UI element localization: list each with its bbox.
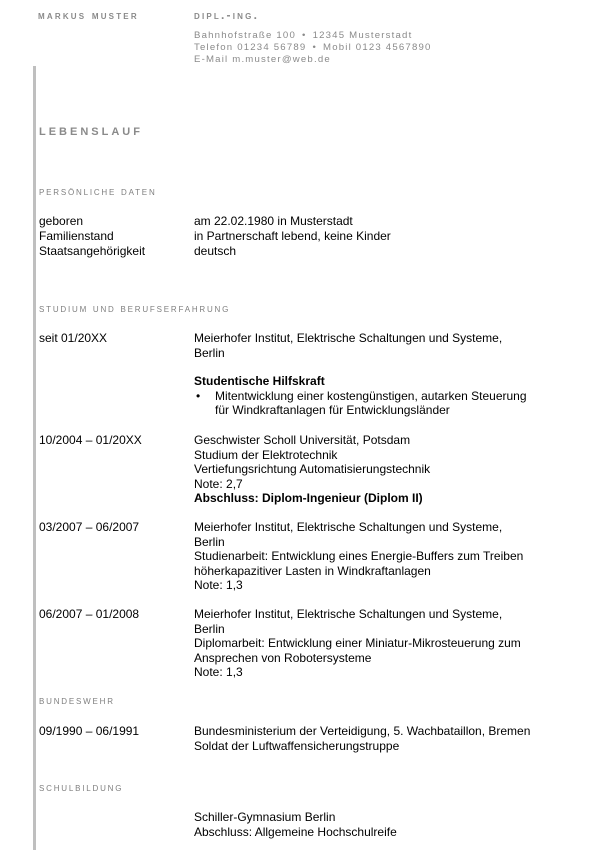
entry-line: Meierhofer Institut, Elektrische Schaltungen und Systeme, [194,607,503,621]
label-born: geboren [39,214,84,228]
entry-line: Meierhofer Institut, Elektrische Schaltungen und Systeme, [194,520,503,534]
email: E-Mail m.muster@web.de [194,54,331,65]
entry-line: Bundesministerium der Verteidigung, 5. Wachbataillon, Bremen [194,724,531,738]
entry-line: Soldat der Luftwaffensicherungstruppe [194,738,400,753]
section-heading-schulbildung: schulbildung [39,782,124,794]
section-heading-studium: studium und berufserfahrung [39,303,231,315]
city: 12345 Musterstadt [312,30,413,41]
label-nationality: Staatsangehörigkeit [39,244,146,258]
label-marital-status: Familienstand [39,229,114,243]
phone-line [194,42,432,54]
value-marital-status: in Partnerschaft lebend, keine Kinder [194,229,391,243]
bullet-dot: • [196,388,201,403]
entry-role: Studentische Hilfskraft [194,374,325,388]
bullet-separator: • [302,30,307,41]
entry-line: Geschwister Scholl Universität, Potsdam [194,433,411,447]
phone: Telefon 01234 56789 [194,42,307,53]
entry-line: Berlin [194,345,225,360]
entry-line: Meierhofer Institut, Elektrische Schaltungen und Systeme, [194,331,503,345]
section-heading-personal: persönliche daten [39,186,157,198]
entry-line: Ansprechen von Robotersysteme [194,650,372,665]
address-line [194,30,432,42]
entry-details [194,724,574,753]
document-title: lebenslauf [39,122,143,139]
entry-line: Vertiefungsrichtung Automatisierungstechnik [194,462,431,476]
entry-line: höherkapazitiver Lasten in Windkraftanlagen [194,563,431,578]
bullet-line: für Windkraftanlagen für Entwicklungsländer [215,403,450,417]
entry-role-block [194,374,574,418]
contact-block [194,30,432,66]
academic-title: dipl.-ing. [194,8,260,22]
entry-details [194,331,574,360]
entry-date: 09/1990 – 06/1991 [39,724,140,738]
entry-date: 03/2007 – 06/2007 [39,520,140,534]
entry-details [194,520,574,593]
street: Bahnhofstraße 100 [194,30,297,41]
section-heading-bundeswehr: bundeswehr [39,695,115,707]
entry-line: Studium der Elektrotechnik [194,447,338,462]
bullet-text [215,389,574,418]
entry-line: Note: 1,3 [194,578,243,592]
entry-details [194,810,574,839]
left-margin-rule [33,66,36,850]
mobile: Mobil 0123 4567890 [323,42,432,53]
entry-line: Abschluss: Allgemeine Hochschulreife [194,824,397,839]
value-born: am 22.02.1980 in Musterstadt [194,214,353,228]
entry-line: Studienarbeit: Entwicklung eines Energie-Buffers zum Treiben [194,549,524,563]
entry-line: Schiller-Gymnasium Berlin [194,810,336,824]
value-nationality: deutsch [194,244,237,258]
entry-line: Berlin [194,534,225,549]
entry-details [194,607,574,680]
entry-line: Note: 1,3 [194,665,243,679]
bullet-list-item [194,389,574,418]
applicant-name: markus muster [38,8,139,22]
entry-date: 06/2007 – 01/2008 [39,607,140,621]
entry-date: 10/2004 – 01/20XX [39,433,142,447]
entry-line: Note: 2,7 [194,476,243,491]
bullet-separator: • [312,42,317,53]
bullet-line: Mitentwicklung einer kostengünstigen, autarken Steuerung [215,388,527,403]
entry-details [194,433,574,506]
entry-line: Diplomarbeit: Entwicklung einer Miniatur-Mikrosteuerung zum [194,636,521,650]
entry-date: seit 01/20XX [39,331,108,345]
letterhead [0,0,600,20]
entry-degree: Abschluss: Diplom-Ingenieur (Diplom II) [194,491,423,505]
entry-line: Berlin [194,621,225,636]
